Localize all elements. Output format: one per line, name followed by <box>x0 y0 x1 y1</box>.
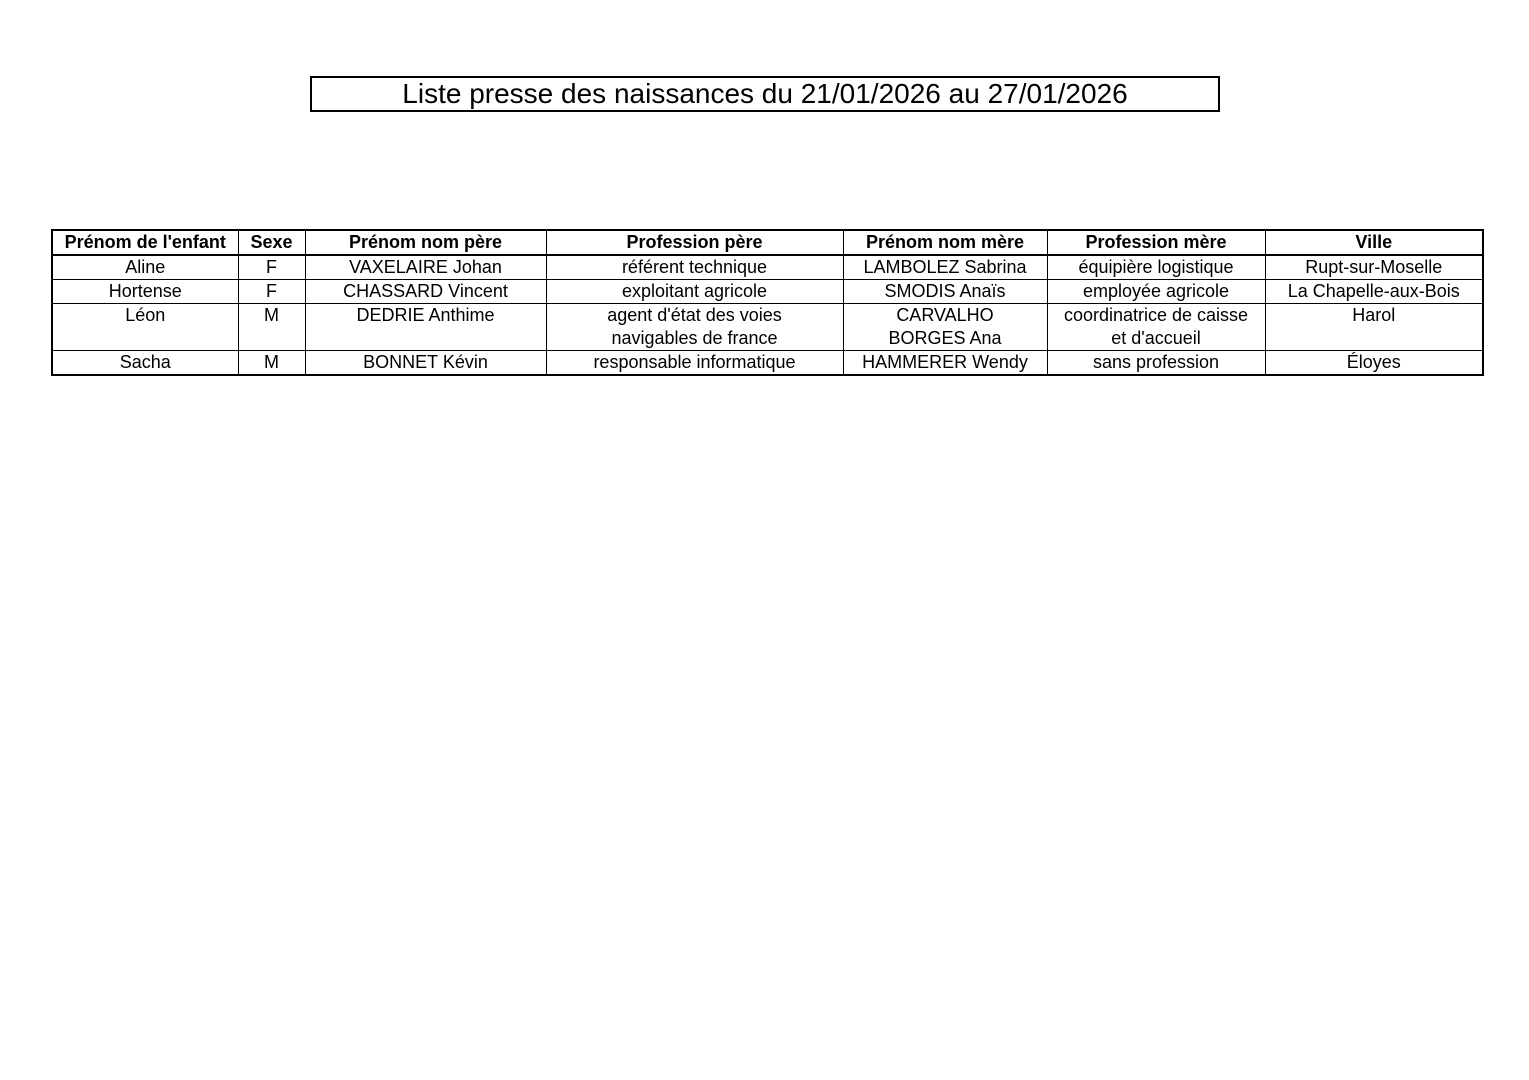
profession-pere-line-2: navigables de france <box>611 328 778 348</box>
cell-profession-pere <box>546 304 843 351</box>
cell-prenom-enfant: Hortense <box>52 280 238 304</box>
cell-prenom-enfant: Aline <box>52 255 238 280</box>
cell-profession-mere: employée agricole <box>1047 280 1265 304</box>
document-title: Liste presse des naissances du 21/01/2026 au 27/01/2026 <box>310 76 1220 112</box>
table-row <box>52 304 1483 351</box>
cell-mere: HAMMERER Wendy <box>843 351 1047 376</box>
cell-profession-mere: équipière logistique <box>1047 255 1265 280</box>
header-profession-pere: Profession père <box>546 230 843 255</box>
cell-prenom-enfant: Sacha <box>52 351 238 376</box>
cell-mere: SMODIS Anaïs <box>843 280 1047 304</box>
cell-profession-mere: sans profession <box>1047 351 1265 376</box>
table-row <box>52 255 1483 280</box>
cell-sexe: F <box>238 255 305 280</box>
header-ville: Ville <box>1265 230 1483 255</box>
cell-sexe: M <box>238 304 305 351</box>
cell-pere: DEDRIE Anthime <box>305 304 546 351</box>
cell-prenom-enfant: Léon <box>52 304 238 351</box>
mere-line-2: BORGES Ana <box>888 328 1002 348</box>
mere-line-1: CARVALHO <box>896 305 994 325</box>
profession-pere-line-1: agent d'état des voies <box>607 305 782 325</box>
cell-profession-pere: référent technique <box>546 255 843 280</box>
births-table <box>51 229 1484 376</box>
table-row <box>52 280 1483 304</box>
header-prenom-enfant: Prénom de l'enfant <box>52 230 238 255</box>
header-prenom-nom-pere: Prénom nom père <box>305 230 546 255</box>
header-profession-mere: Profession mère <box>1047 230 1265 255</box>
header-sexe: Sexe <box>238 230 305 255</box>
cell-ville: La Chapelle-aux-Bois <box>1265 280 1483 304</box>
cell-ville: Harol <box>1265 304 1483 351</box>
cell-ville: Rupt-sur-Moselle <box>1265 255 1483 280</box>
cell-pere: CHASSARD Vincent <box>305 280 546 304</box>
profession-mere-line-1: coordinatrice de caisse <box>1063 305 1249 325</box>
cell-pere: BONNET Kévin <box>305 351 546 376</box>
cell-profession-pere: responsable informatique <box>546 351 843 376</box>
cell-profession-mere <box>1047 304 1265 351</box>
table-header-row <box>52 230 1483 255</box>
cell-mere: LAMBOLEZ Sabrina <box>843 255 1047 280</box>
cell-sexe: M <box>238 351 305 376</box>
cell-pere: VAXELAIRE Johan <box>305 255 546 280</box>
header-prenom-nom-mere: Prénom nom mère <box>843 230 1047 255</box>
cell-mere <box>843 304 1047 351</box>
cell-sexe: F <box>238 280 305 304</box>
table-row <box>52 351 1483 376</box>
profession-mere-line-2: et d'accueil <box>1111 328 1201 348</box>
cell-profession-pere: exploitant agricole <box>546 280 843 304</box>
cell-ville: Éloyes <box>1265 351 1483 376</box>
